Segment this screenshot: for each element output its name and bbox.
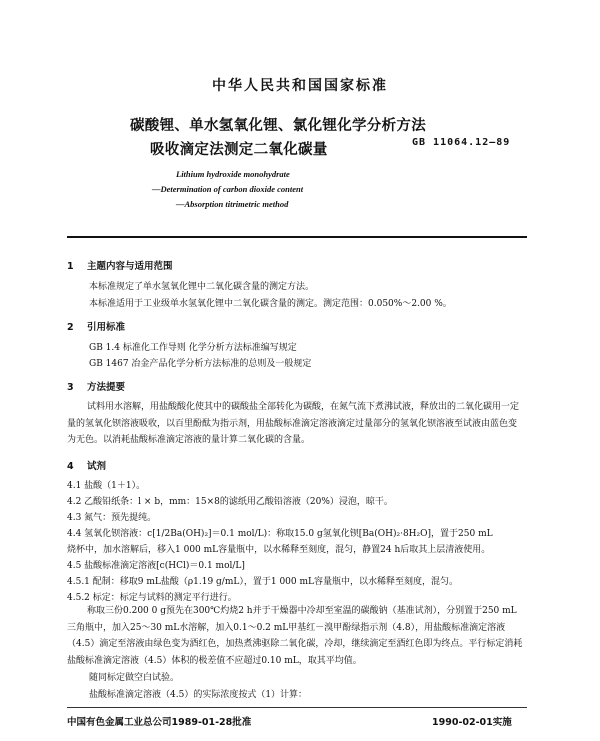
section-2-heading <box>67 319 125 333</box>
reagent-4-5-2: 4.5.2 标定：标定与试料的测定平行进行。 <box>67 593 237 603</box>
document-title-line2: 吸收滴定法测定二氧化碳量 <box>150 142 328 158</box>
section-4-heading <box>67 458 106 472</box>
implementation-date: 1990-02-01实施 <box>432 717 512 728</box>
section-1-paragraph-1: 本标准规定了单水氢氧化锂中二氧化碳含量的测定方法。 <box>89 282 315 292</box>
approval-info: 中国有色金属工业总公司1989-01-28批准 <box>67 717 252 728</box>
title-divider <box>67 236 527 238</box>
reagent-4-1: 4.1 盐酸（1＋1）。 <box>67 481 146 491</box>
section-4-number: 4 <box>67 461 74 472</box>
section-1-number: 1 <box>67 261 74 272</box>
calibration-paragraph: 称取三份0.200 0 g预先在300℃灼烧2 h并于干燥器中冷却至室温的碳酸钠（基准试剂），分别置于250 mL三角瓶中，加入25～30 mL水溶解，加入0.1～0.2 mL甲基红－溴甲酚绿指示剂（4.8），用盐酸标准滴定溶液（4.5）滴定至溶液由绿色变为酒红色，加热煮沸驱除二氧化碳，冷却，继续滴定至酒红色即为终点。平行标定消耗盐酸标准滴定溶液（4.5）体积的极差值不应超过0.10 mL，取其平均值。 <box>67 606 523 666</box>
document-title-line1: 碳酸锂、单水氢氧化锂、氯化锂化学分析方法 <box>130 118 426 134</box>
reagent-4-5: 4.5 盐酸标准滴定溶液[c(HCl)＝0.1 mol/L] <box>67 561 245 571</box>
section-1-heading <box>67 258 173 272</box>
section-3-number: 3 <box>67 382 74 393</box>
english-title-line2: —Determination of carbon dioxide content <box>152 184 304 194</box>
national-standard-header: 中华人民共和国国家标准 <box>212 78 388 94</box>
english-title-line3: —Absorption titrimetric method <box>176 199 289 209</box>
section-3-paragraph: 试料用水溶解，用盐酸酸化使其中的碳酸盐全部转化为碳酸，在氮气流下煮沸试液，释放出的二氧化碳用一定量的氢氧化钡溶液吸收，以百里酚酞为指示剂，用盐酸标准滴定溶液滴定过量部分的氢氧化钡溶液至试液由蓝色变为无色。以消耗盐酸标准滴定溶液的量计算二氧化碳的含量。 <box>67 402 520 445</box>
reference-gb-1467: GB 1467 冶金产品化学分析方法标准的总则及一般规定 <box>89 359 312 369</box>
section-4-title: 试剂 <box>87 461 107 472</box>
section-1-title: 主题内容与适用范围 <box>87 261 173 272</box>
standard-number: GB 11064.12—89 <box>412 137 511 148</box>
reagent-4-4-continued: 烧杯中，加水溶解后，移入1 000 mL容量瓶中，以水稀释至刻度，混匀，静置24 h后取其上层清液使用。 <box>67 545 491 555</box>
section-2-number: 2 <box>67 322 74 333</box>
blank-test-note: 随同标定做空白试验。 <box>89 673 180 683</box>
section-3-heading <box>67 379 125 393</box>
reagent-4-3: 4.3 氮气：预先提纯。 <box>67 513 157 523</box>
reagent-4-4: 4.4 氢氧化钡溶液：c[1/2Ba(OH)₂]＝0.1 mol/L)：称取15.0 g氢氧化钡[Ba(OH)₂·8H₂O]，置于250 mL <box>67 529 493 539</box>
footer-divider <box>67 707 527 708</box>
reagent-4-5-1: 4.5.1 配制：移取9 mL盐酸（ρ1.19 g/mL），置于1 000 mL容量瓶中，以水稀释至刻度，混匀。 <box>67 577 458 587</box>
english-title-line1: Lithium hydroxide monohydrate <box>176 169 290 179</box>
section-1-paragraph-2: 本标准适用于工业级单水氢氧化锂中二氧化碳含量的测定。测定范围：0.050%～2.00 %。 <box>89 299 452 309</box>
formula-intro: 盐酸标准滴定溶液（4.5）的实际浓度按式（1）计算： <box>89 690 308 700</box>
section-2-title: 引用标准 <box>87 322 126 333</box>
section-3-title: 方法提要 <box>87 382 126 393</box>
reference-gb-1-4: GB 1.4 标准化工作导则 化学分析方法标准编写规定 <box>89 343 297 353</box>
reagent-4-2: 4.2 乙酸铅纸条：l × b，mm：15×8的滤纸用乙酸铅溶液（20%）浸泡，晾干。 <box>67 497 393 507</box>
